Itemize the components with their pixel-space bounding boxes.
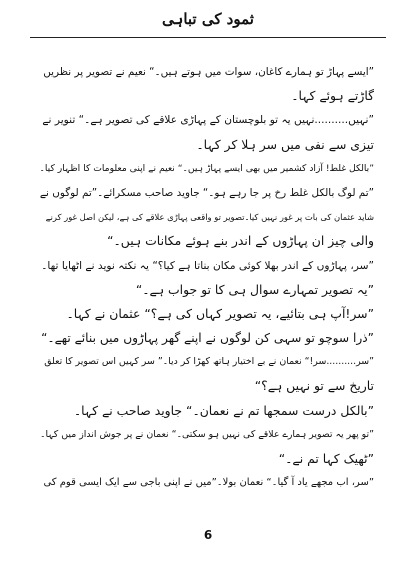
- text-line: ”بالکل درست سمجھا تم نے نعمان۔“ جاوید صاحب نے کہا۔: [73, 402, 374, 418]
- chapter-title: ثمود کی تباہی: [162, 10, 254, 28]
- text-line: ”یہ تصویر تمہارے سوال ہی کا تو جواب ہے۔“: [135, 281, 374, 297]
- page-header: [0, 8, 416, 30]
- text-line: گاڑتے ہوئے کہا۔: [291, 88, 374, 104]
- text-line: ”ذرا سوچو تو سہی کن لوگوں نے اپنے گھر پہاڑوں میں بنائے تھے۔“: [41, 331, 374, 346]
- page-number: 6: [203, 528, 213, 542]
- text-line: تیزی سے نفی میں سر ہلا کر کہا۔: [196, 136, 374, 152]
- text-line: ”تو پھر یہ تصویر ہمارے علاقے کی نہیں ہو سکتی۔“ نعمان نے پر جوش انداز میں کہا۔: [39, 428, 374, 440]
- text-line: ”سر، اب مجھے یاد آ گیا۔“ نعمان بولا۔”میں نے اپنی باجی سے ایک ایسی قوم کی: [43, 477, 374, 489]
- text-line: والی چیز ان پہاڑوں کے اندر بنے ہوئے مکانات ہیں۔“: [107, 233, 374, 249]
- text-line: ”تم لوگ بالکل غلط رخ پر جا رہے ہو۔“ جاوید صاحب مسکرائے۔”تم لوگوں نے: [39, 186, 374, 199]
- text-line: ”سر..........سر!“ نعمان نے بے اختیار ہاتھ کھڑا کر دیا۔” سر کہیں اس تصویر کا تعلق: [44, 356, 374, 368]
- text-line: شاید عثمان کی بات پر غور نہیں کیا۔تصویر تو واقعی پہاڑی علاقے کی ہے، لیکن اصل غور کرنے: [45, 212, 374, 223]
- text-line: ”ٹھیک کہا تم نے۔“: [278, 451, 374, 466]
- text-line: ”بالکل غلط! آزاد کشمیر میں بھی ایسے پہاڑ ہیں۔“ نعیم نے اپنی معلومات کا اظہار کیا۔: [39, 162, 374, 174]
- header-rule: [30, 37, 386, 38]
- text-line: ”سر!آپ ہی بتائیے، یہ تصویر کہاں کی ہے؟“ عثمان نے کہا۔: [66, 305, 374, 321]
- page-body: [38, 60, 374, 495]
- text-line: ”ایسے پہاڑ تو ہمارے کاغان، سوات میں ہوتے ہیں۔“ نعیم نے تصویر پر نظریں: [43, 66, 374, 78]
- text-line: ”سر، پہاڑوں کے اندر بھلا کوئی مکان بناتا ہے کیا؟“ یہ نکتہ نوید نے اٹھایا تھا۔: [41, 259, 374, 272]
- text-line: ”نہیں..........نہیں یہ تو بلوچستان کے پہاڑی علاقے کی تصویر ہے۔“ تنویر نے: [42, 114, 374, 127]
- text-line: تاریخ سے تو نہیں ہے؟“: [254, 378, 374, 394]
